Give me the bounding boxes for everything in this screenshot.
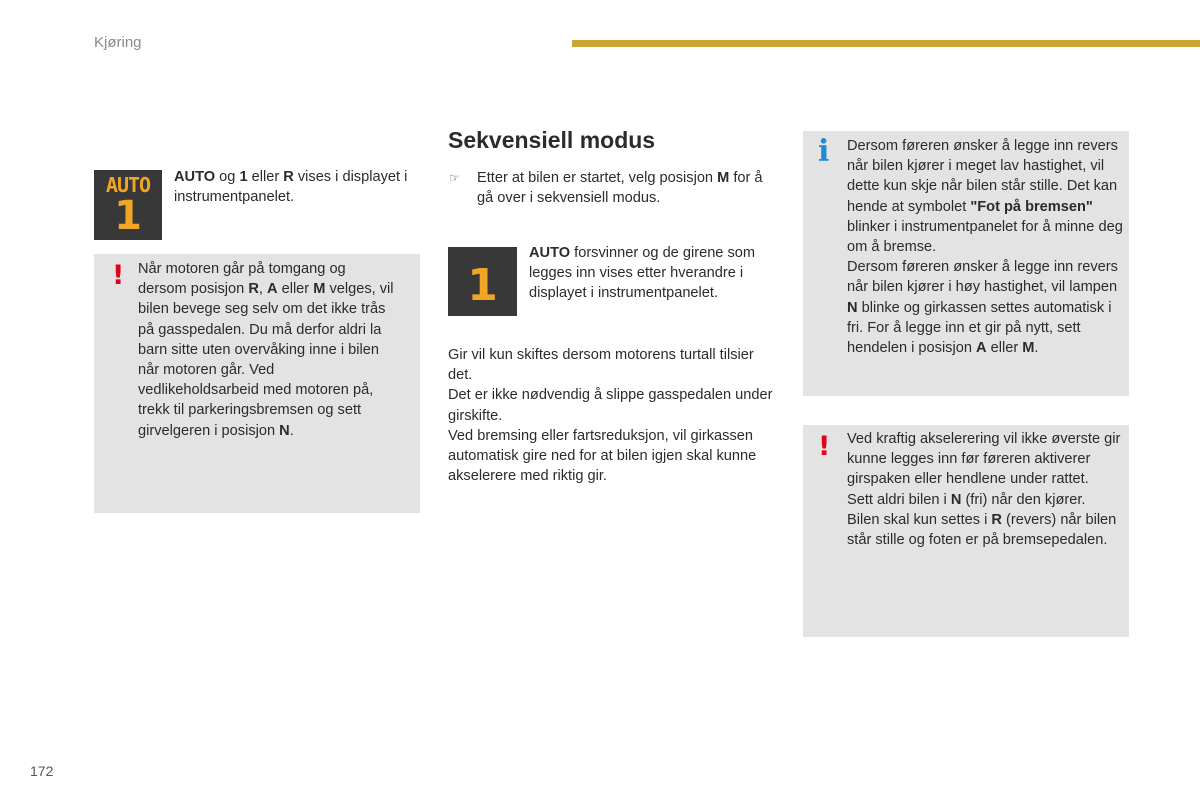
step-instruction: Etter at bilen er startet, velg posisjon M for å gå over i sekvensiell modus. bbox=[477, 170, 763, 207]
gear-display-caption: AUTO forsvinner og de girene som legges inn vises etter hverandre i displayet i instrumentpanelet. bbox=[529, 245, 756, 302]
warning-box-acceleration bbox=[803, 425, 1129, 637]
auto-display-caption: AUTO og 1 eller R vises i displayet i instrumentpanelet. bbox=[174, 169, 408, 206]
display-line-gear: 1 bbox=[467, 259, 498, 311]
display-line-gear: 1 bbox=[114, 193, 142, 239]
gear-shift-paragraphs bbox=[448, 345, 780, 486]
header-accent-rule bbox=[572, 40, 1200, 47]
page-number: 172 bbox=[30, 763, 54, 779]
warning-text-idle: Når motoren går på tomgang og dersom posisjon R, A eller M velges, vil bilen bevege seg selv om det ikke trås på gasspedalen. Du må derfor aldri la barn sitte uten overvåking inne i bilen når motoren går. Ved vedlikeholdsarbeid med motoren på, trekk til parkeringsbremsen og sett girvelgeren i posisjon N. bbox=[138, 261, 394, 439]
paragraph: Gir vil kun skiftes dersom motorens turtall tilsier det. bbox=[448, 347, 754, 384]
info-text-reverse: Dersom føreren ønsker å legge inn revers når bilen kjører i meget lav hastighet, vil dette kun skje når bilen står stille. Det kan hende at symbolet "Fot på bremsen" blinker i instrumentpanelet for å minne deg om å bremse. Dersom føreren ønsker å legge inn revers når bilen kjører i høy hastighet, vil lampen N blinke og girkassen settes automatisk i fri. For å legge inn et gir på nytt, sett hendelen i posisjon A eller M. bbox=[847, 138, 1123, 357]
gear-1-display-image bbox=[448, 247, 517, 316]
auto-1-display-image bbox=[94, 170, 162, 240]
warning-icon: ! bbox=[818, 431, 831, 462]
warning-box-idle bbox=[94, 254, 420, 513]
paragraph: Det er ikke nødvendig å slippe gasspedalen under girskifte. bbox=[448, 387, 773, 424]
warning-text-acceleration: Ved kraftig akselerering vil ikke øverste gir kunne legges inn før føreren aktiverer girspaken eller hendlene under rattet. Sett aldri bilen i N (fri) når den kjører. Bilen skal kun settes i R (revers) når bilen står stille og foten er på bremsepedalen. bbox=[847, 431, 1121, 549]
page-title: Sekvensiell modus bbox=[448, 127, 656, 153]
display-line-auto: AUTO bbox=[105, 173, 151, 197]
bullet-arrow-icon: ☞ bbox=[449, 171, 460, 185]
info-box-reverse bbox=[803, 131, 1129, 396]
info-icon: i bbox=[818, 134, 830, 169]
paragraph: Ved bremsing eller fartsreduksjon, vil girkassen automatisk gire ned for at bilen igjen skal kunne akselerere med riktig gir. bbox=[448, 427, 757, 485]
section-title: Kjøring bbox=[94, 34, 142, 51]
warning-icon: ! bbox=[112, 260, 125, 291]
